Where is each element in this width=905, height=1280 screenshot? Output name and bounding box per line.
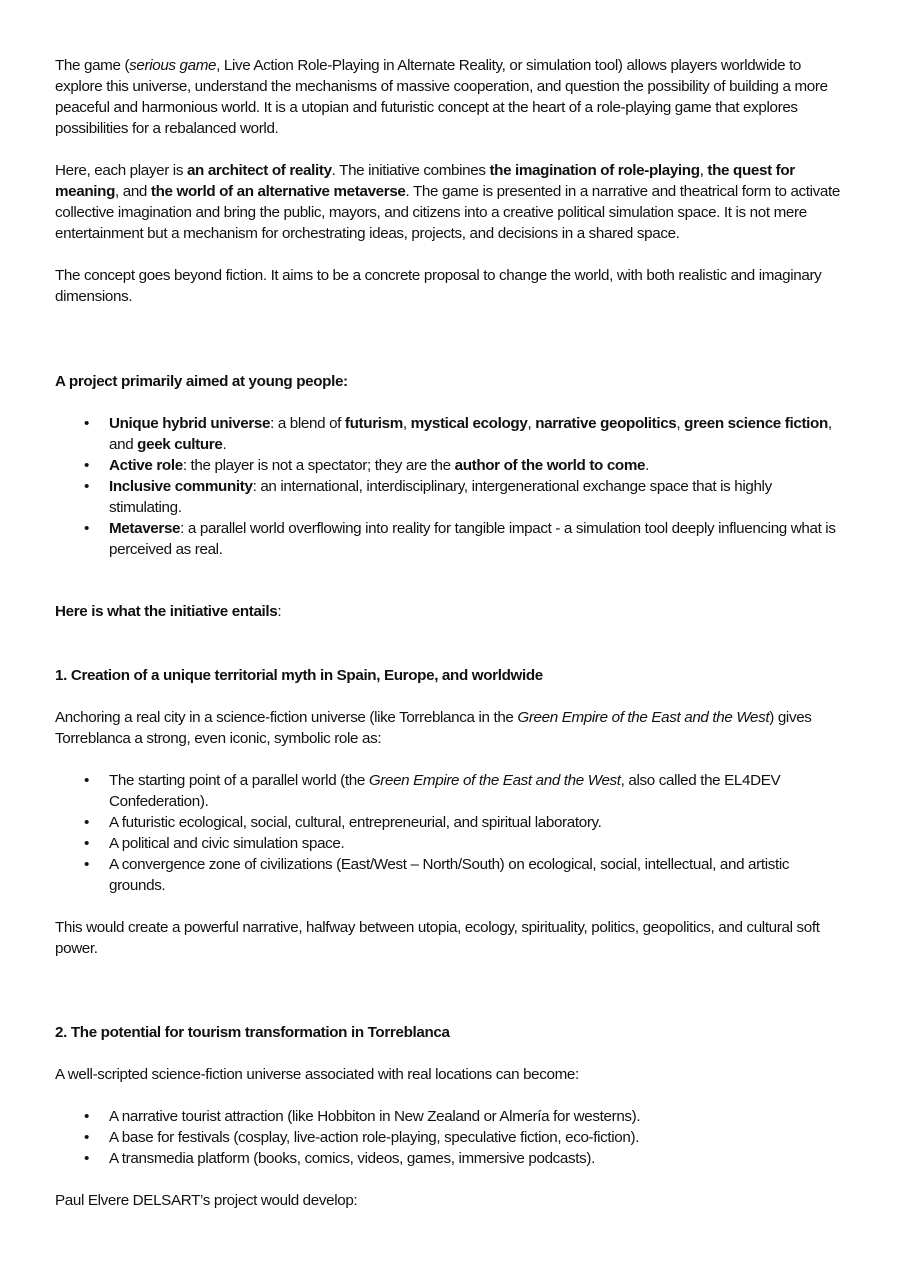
text: ,: [402, 415, 411, 432]
text: Anchoring a real city in a science-fiction universe (like Torreblanca in the: [55, 709, 518, 726]
young-people-heading: [55, 371, 845, 392]
list-item: • A transmedia platform (books, comics, videos, games, immersive podcasts).: [55, 1148, 845, 1169]
strong: author of the world to come: [454, 457, 646, 474]
young-people-list: [55, 413, 845, 560]
strong: an architect of reality: [186, 162, 332, 179]
section-1-outro: This would create a powerful narrative, halfway between utopia, ecology, spirituality, politics, geopolitics, and cultural soft power.: [55, 919, 820, 957]
strong: Metaverse: [109, 520, 181, 537]
strong: green science fiction: [684, 415, 828, 432]
text: Here, each player is: [55, 162, 187, 179]
section-1-list: [55, 770, 845, 896]
intro-paragraph-2: [55, 160, 845, 244]
section-2-outro: Paul Elvere DELSART’s project would develop:: [55, 1192, 358, 1209]
list-item: • A futuristic ecological, social, cultural, entrepreneurial, and spiritual laboratory.: [55, 812, 845, 833]
heading-text: 2. The potential for tourism transformation in Torreblanca: [55, 1024, 450, 1041]
text: , Live Action Role-Playing in Alternate Reality, or simulation tool) allows players worldwide to explore this universe, understand the mechanisms of massive cooperation, and question the possibility of building a more peaceful and harmonious world. It is a utopian and futuristic concept at the heart of a role-playing game that explores possibilities for a rebalanced world.: [55, 57, 828, 137]
list-item: • A narrative tourist attraction (like Hobbiton in New Zealand or Almería for westerns).: [55, 1106, 845, 1127]
section-2-list: [55, 1106, 845, 1169]
section-2-intro: A well-scripted science-fiction universe associated with real locations can become:: [55, 1066, 579, 1083]
strong: Active role: [109, 457, 183, 474]
emphasis: Green Empire of the East and the West: [368, 772, 621, 789]
text: . The game is presented in a narrative and theatrical form to activate collective imagination and bring the public, mayors, and citizens into a creative political simulation space. It is not mere entertainment but a mechanism for orchestrating ideas, projects, and decisions in a shared space.: [55, 183, 840, 242]
text: ,: [527, 415, 536, 432]
strong: Here is what the initiative entails: [55, 603, 278, 620]
text: :: [277, 603, 282, 620]
intro-paragraph-1: [55, 55, 845, 139]
strong: Inclusive community: [109, 478, 253, 495]
list-item: [55, 455, 845, 476]
strong: the world of an alternative metaverse: [150, 183, 406, 200]
text: : an international, interdisciplinary, intergenerational exchange space that is highly stimulating.: [109, 478, 772, 516]
emphasis: Green Empire of the East and the West: [517, 709, 770, 726]
strong: geek culture: [137, 436, 223, 453]
strong: futurism: [344, 415, 403, 432]
emphasis: serious game: [129, 57, 217, 74]
intro-paragraph-3: The concept goes beyond fiction. It aims to be a concrete proposal to change the world, with both realistic and imaginary dimensions.: [55, 267, 822, 305]
strong: the imagination of role-playing: [489, 162, 700, 179]
heading-text: 1. Creation of a unique territorial myth in Spain, Europe, and worldwide: [55, 667, 543, 684]
text: ,: [676, 415, 685, 432]
text: .: [645, 457, 649, 474]
text: , also called the EL4DEV Confederation).: [109, 772, 781, 810]
list-item: • A political and civic simulation space.: [55, 833, 845, 854]
text: The starting point of a parallel world (the: [109, 772, 369, 789]
text: . The initiative combines: [331, 162, 490, 179]
text: ,: [699, 162, 708, 179]
list-item: [55, 770, 845, 812]
heading-text: A project primarily aimed at young people:: [55, 373, 348, 390]
list-item: [55, 413, 845, 455]
list-item: [55, 518, 845, 560]
text: , and: [115, 183, 151, 200]
text: : the player is not a spectator; they are the: [182, 457, 455, 474]
text: .: [222, 436, 227, 453]
strong: Unique hybrid universe: [109, 415, 271, 432]
text: : a blend of: [270, 415, 345, 432]
list-item: • A convergence zone of civilizations (East/West – North/South) on ecological, social, intellectual, and artistic grounds.: [55, 854, 845, 896]
list-item: [55, 476, 845, 518]
section-1-intro: [55, 707, 845, 749]
strong: the quest for meaning: [55, 162, 795, 200]
section-2-heading: [55, 1022, 845, 1043]
list-item: • A base for festivals (cosplay, live-action role-playing, speculative fiction, eco-fiction).: [55, 1127, 845, 1148]
text: The game (: [55, 57, 130, 74]
text: : a parallel world overflowing into reality for tangible impact - a simulation tool deeply influencing what is perceived as real.: [109, 520, 836, 558]
initiative-entails-line: [55, 601, 845, 622]
section-1-heading: [55, 665, 845, 686]
strong: mystical ecology: [410, 415, 528, 432]
strong: narrative geopolitics: [535, 415, 677, 432]
text: , and: [109, 415, 832, 453]
text: ) gives Torreblanca a strong, even iconic, symbolic role as:: [55, 709, 812, 747]
